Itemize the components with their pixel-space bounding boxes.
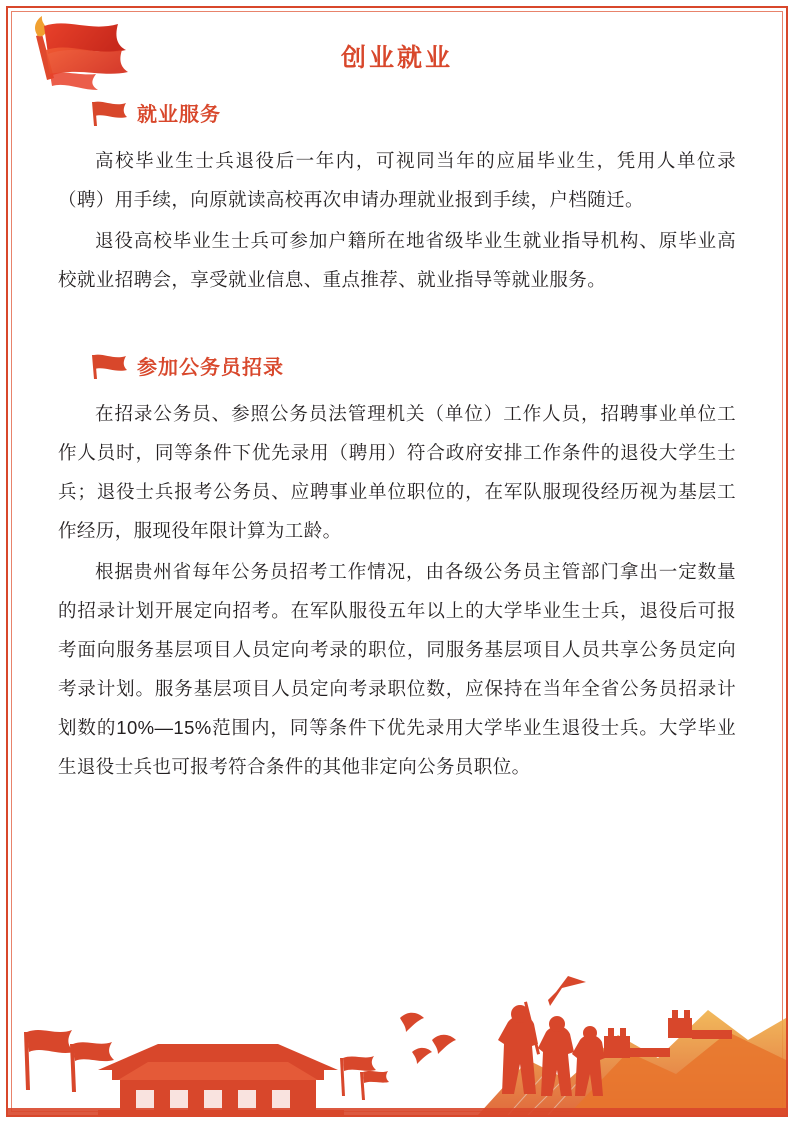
red-flag-icon (88, 353, 128, 379)
paragraph: 退役高校毕业生士兵可参加户籍所在地省级毕业生就业指导机构、原毕业高校就业招聘会，享受就业信息、重点推荐、就业指导等就业服务。 (58, 230, 736, 290)
section-heading-civil-servant-recruitment (88, 351, 736, 380)
page-header (0, 0, 794, 92)
paragraph: 高校毕业生士兵退役后一年内，可视同当年的应届毕业生，凭用人单位录（聘）用手续，向原就读高校再次申请办理就业报到手续，户档随迁。 (58, 150, 736, 210)
footer-illustration (8, 940, 786, 1115)
section-heading-employment-service (88, 98, 736, 127)
section-heading-label: 就业服务 (137, 104, 221, 126)
red-flag-icon (88, 100, 128, 126)
page-title: 创业就业 (340, 44, 453, 72)
section-heading-label: 参加公务员招录 (137, 357, 284, 379)
paragraph: 在招录公务员、参照公务员法管理机关（单位）工作人员，招聘事业单位工作人员时，同等条件下优先录用（聘用）符合政府安排工作条件的退役大学生士兵；退役士兵报考公务员、应聘事业单位职位的，在军队服现役经历视为基层工作经历，服现役年限计算为工龄。 (58, 403, 736, 541)
paragraph: 根据贵州省每年公务员招考工作情况，由各级公务员主管部门拿出一定数量的招录计划开展定向招考。在军队服役五年以上的大学毕业生士兵，退役后可报考面向服务基层项目人员定向考录的职位，同服务基层项目人员共享公务员定向考录计划。服务基层项目人员定向考录职位数，应保持在当年全省公务员招录计划数的10%—15%范围内，同等条件下优先录用大学毕业生退役士兵。大学毕业生退役士兵也可报考符合条件的其他非定向公务员职位。 (58, 561, 736, 777)
document-content (0, 92, 794, 788)
